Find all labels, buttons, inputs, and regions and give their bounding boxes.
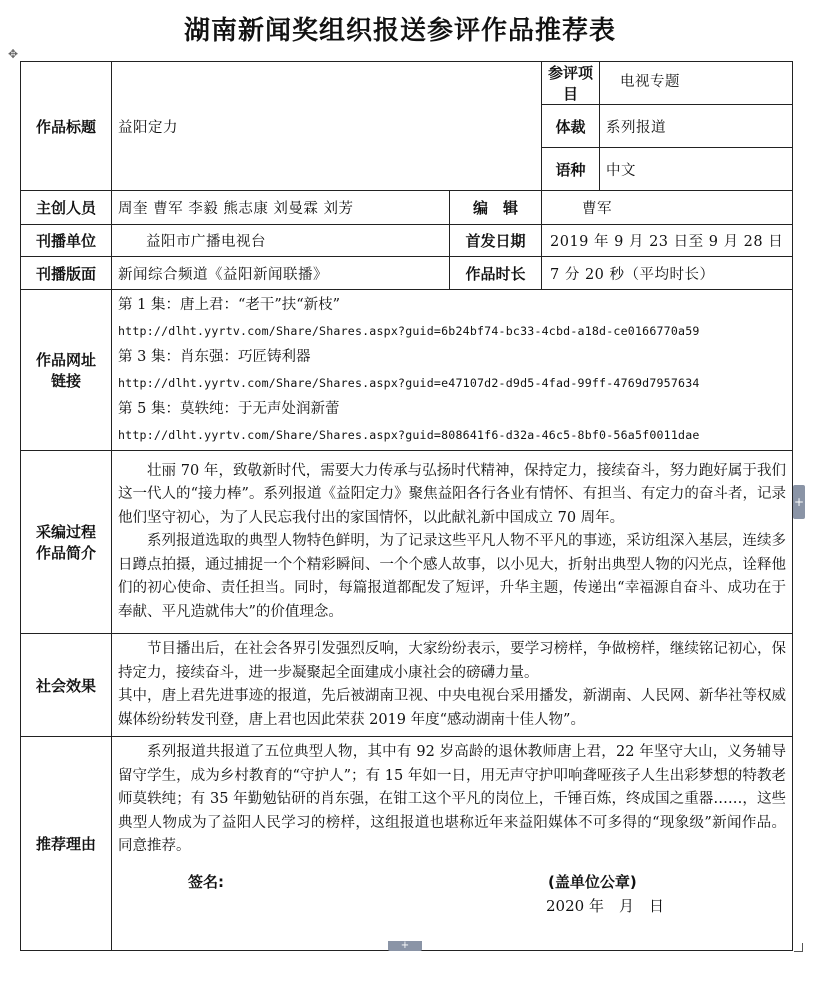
effect-paragraph-2: 其中，唐上君先进事迹的报道，先后被湖南卫视、中央电视台采用播发，新湖南、人民网、新华社等权威媒体纷纷转发刊登，唐上君也因此荣获 2019 年度“感动湖南十佳人物”。 xyxy=(118,688,786,728)
creators-label: 主创人员 xyxy=(21,191,112,225)
language-value: 中文 xyxy=(600,148,793,191)
entry-item-label: 参评项目 xyxy=(542,62,600,105)
section-value: 新闻综合频道《益阳新闻联播》 xyxy=(112,257,450,290)
work-title-label: 作品标题 xyxy=(21,62,112,191)
add-row-icon[interactable]: + xyxy=(388,941,422,951)
intro-paragraph-1: 壮丽 70 年，致敬新时代，需要大力传承与弘扬时代精神，保持定力，接续奋斗，努力跑好属于我们这一代人的“接力棒”。系列报道《益阳定力》聚焦益阳各行各业有情怀、有担当、有定力的奋斗者，记录他们坚守初心，为了人民忘我付出的家国情怀，以此献礼新中国成立 70 周年。 xyxy=(118,462,786,526)
reason-label: 推荐理由 xyxy=(21,737,112,951)
creators-value: 周奎 曹军 李毅 熊志康 刘曼霖 刘芳 xyxy=(112,191,450,225)
episode-1-link[interactable]: http://dlht.yyrtv.com/Share/Shares.aspx?guid=6b24bf74-bc33-4cbd-a18d-ce0166770a59 xyxy=(118,324,700,338)
unit-label: 刊播单位 xyxy=(21,225,112,257)
intro-paragraph-2: 系列报道选取的典型人物特色鲜明，为了记录这些平凡人物不平凡的事迹，采访组深入基层，连续多日蹲点拍摄，通过捕捉一个个精彩瞬间、一个个感人故事，以小见大，折射出典型人物的闪光点，诠释他们的初心使命、责任担当。同时，每篇报道都配发了短评，升华主题，传递出“幸福源自奋斗、成功在于奉献、平凡造就伟大”的价值理念。 xyxy=(118,533,786,620)
intro-label-line1: 采编过程 xyxy=(35,523,96,541)
editor-value: 曹军 xyxy=(542,191,793,225)
episode-3-link[interactable]: http://dlht.yyrtv.com/Share/Shares.aspx?guid=e47107d2-d9d5-4fad-99ff-4769d7957634 xyxy=(118,376,700,390)
duration-label: 作品时长 xyxy=(450,257,542,290)
work-title-value: 益阳定力 xyxy=(112,62,542,191)
episode-5-link[interactable]: http://dlht.yyrtv.com/Share/Shares.aspx?guid=808641f6-d32a-46c5-8bf0-56a5f0011dae xyxy=(118,428,700,442)
episode-3-title: 第 3 集：肖东强：巧匠铸利器 xyxy=(118,349,311,365)
genre-label: 体裁 xyxy=(542,105,600,148)
page-title: 湖南新闻奖组织报送参评作品推荐表 xyxy=(183,16,616,46)
language-label: 语种 xyxy=(542,148,600,191)
section-label: 刊播版面 xyxy=(21,257,112,290)
reason-cell xyxy=(112,737,793,951)
effect-label: 社会效果 xyxy=(21,634,112,737)
entry-item-value: 电视专题 xyxy=(600,62,793,105)
episode-1-title: 第 1 集：唐上君：“老干”扶“新枝” xyxy=(118,297,341,313)
editor-label: 编 辑 xyxy=(450,191,542,225)
signature-date: 2020 年 月 日 xyxy=(546,896,664,915)
genre-value: 系列报道 xyxy=(600,105,793,148)
intro-cell xyxy=(112,451,793,634)
signature-label: 签名: xyxy=(188,872,224,891)
recommendation-table xyxy=(20,61,793,951)
episode-5-title: 第 5 集：莫轶纯：于无声处润新蕾 xyxy=(118,401,340,417)
resize-handle-icon[interactable] xyxy=(794,943,803,952)
duration-value: 7 分 20 秒（平均时长） xyxy=(542,257,793,290)
links-label-line1: 作品网址 xyxy=(35,351,96,369)
reason-paragraph: 系列报道共报道了五位典型人物，其中有 92 岁高龄的退休教师唐上君，22 年坚守大山，义务辅导留守学生，成为乡村教育的“守护人”；有 15 年如一日，用无声守护叩响聋哑孩子人生出彩梦想的特教老师莫轶纯；有 35 年勤勉钻研的肖东强，在钳工这个平凡的岗位上，千锤百炼，终成国之重器……，这些典型人物成为了益阳人民学习的榜样，这组报道也堪称近年来益阳媒体不可多得的“现象级”新闻作品。 同意推荐。 xyxy=(118,744,786,854)
first-date-value: 2019 年 9 月 23 日至 9 月 28 日 xyxy=(542,225,793,257)
unit-value: 益阳市广播电视台 xyxy=(112,225,450,257)
signature-block xyxy=(118,871,786,931)
seal-label: (盖单位公章) xyxy=(548,872,637,891)
links-cell xyxy=(112,290,793,451)
table-move-handle-icon[interactable]: ✥ xyxy=(7,47,19,61)
intro-label-line2: 作品简介 xyxy=(35,544,96,562)
effect-cell xyxy=(112,634,793,737)
links-label xyxy=(21,290,112,451)
effect-paragraph-1: 节目播出后，在社会各界引发强烈反响，大家纷纷表示，要学习榜样，争做榜样，继续铭记初心，保持定力，接续奋斗，进一步凝聚起全面建成小康社会的磅礴力量。 xyxy=(118,641,786,681)
links-label-line2: 链接 xyxy=(50,372,81,390)
expand-right-icon[interactable]: + xyxy=(793,485,805,519)
first-date-label: 首发日期 xyxy=(450,225,542,257)
intro-label xyxy=(21,451,112,634)
